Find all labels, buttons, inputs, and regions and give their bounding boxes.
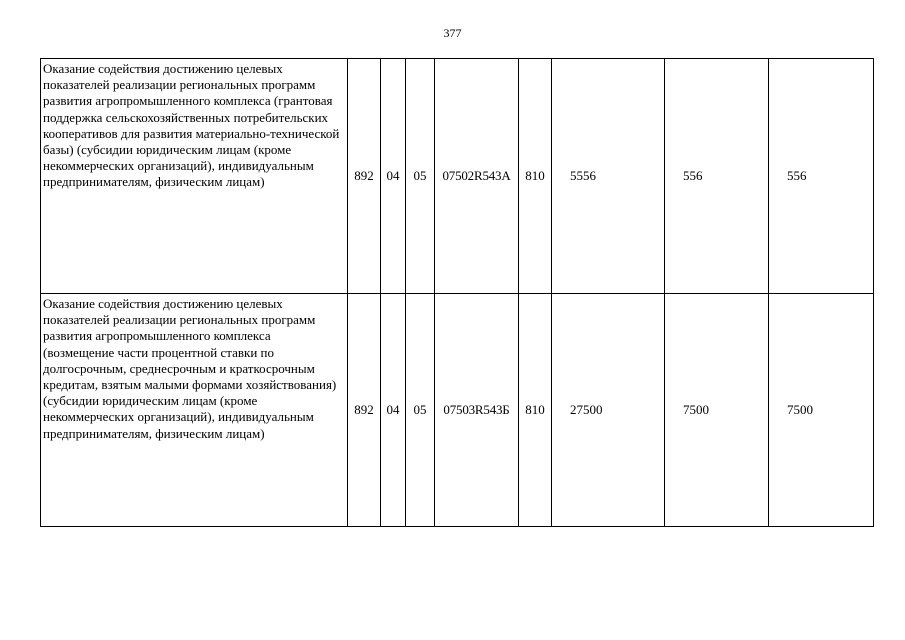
ministry-code: 892 [348, 59, 381, 294]
section-code: 04 [381, 59, 406, 294]
target-article-code: 07502R543А [435, 59, 519, 294]
amount-year-1: 5556 [552, 59, 665, 294]
expense-type-code: 810 [519, 294, 552, 527]
target-article-code: 07503R543Б [435, 294, 519, 527]
subsection-code: 05 [406, 294, 435, 527]
amount-year-2: 7500 [665, 294, 769, 527]
expense-type-code: 810 [519, 59, 552, 294]
subsection-code: 05 [406, 59, 435, 294]
amount-year-2: 556 [665, 59, 769, 294]
table-row [41, 59, 874, 294]
amount-year-3: 556 [769, 59, 874, 294]
table-row [41, 294, 874, 527]
section-code: 04 [381, 294, 406, 527]
amount-year-1: 27500 [552, 294, 665, 527]
page-number: 377 [443, 26, 462, 40]
amount-year-3: 7500 [769, 294, 874, 527]
budget-table [40, 58, 874, 527]
ministry-code: 892 [348, 294, 381, 527]
row-description: Оказание содействия достижению целевых показателей реализации региональных программ развития агропромышленного комплекса (возмещение части процентной ставки по долгосрочным, среднесрочным и краткосрочным кредитам, взятым малыми формами хозяйствования) (субсидии юридическим лицам (кроме некоммерческих организаций), индивидуальным предпринимателям, физическим лицам) [41, 294, 348, 527]
row-description: Оказание содействия достижению целевых показателей реализации региональных программ развития агропромышленного комплекса (грантовая поддержка сельскохозяйственных потребительских кооперативов для развития материально-технической базы) (субсидии юридическим лицам (кроме некоммерческих организаций), индивидуальным предпринимателям, физическим лицам) [41, 59, 348, 294]
